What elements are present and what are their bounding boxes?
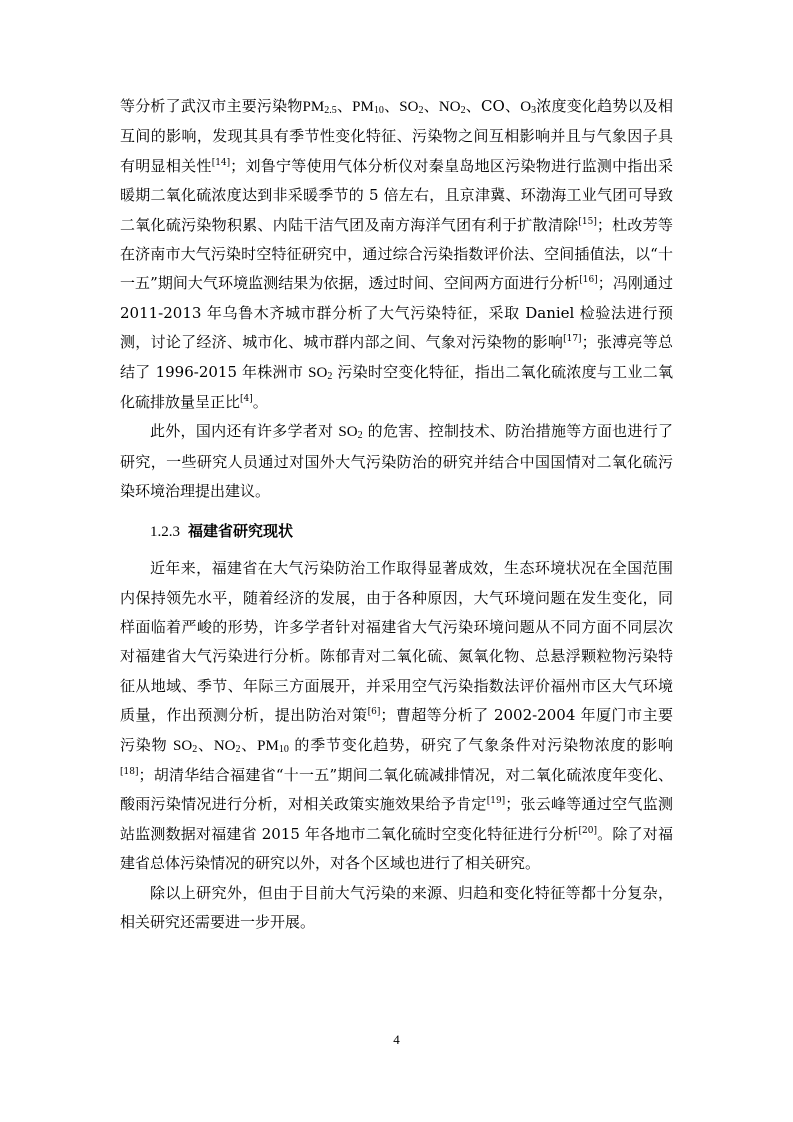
separator: 、 (240, 735, 258, 754)
subscript: 2 (192, 743, 198, 755)
no2-term (214, 738, 241, 754)
page-number: 4 (393, 1032, 400, 1047)
paragraph-1 (120, 92, 673, 417)
separator: 、CO、 (465, 97, 521, 115)
subscript: 2 (357, 430, 363, 442)
text-run: 此外，国内还有许多学者对 (150, 422, 339, 441)
citation-ref: [18] (120, 766, 139, 777)
term-base: SO (308, 364, 328, 381)
subscript: 3 (531, 105, 537, 116)
citation-ref: [16] (579, 275, 598, 286)
subscript: 2 (327, 370, 333, 382)
text-run: 的季节变化趋势，研究了气象条件对污染物浓度的影响 (288, 735, 673, 754)
separator: 、 (423, 97, 439, 115)
so2-term (399, 99, 423, 115)
citation-ref: [20] (578, 825, 597, 836)
subscript: 2.5 (324, 105, 337, 116)
text-run: 浓度变化趋势以及相互间的影响，发现其具有季节性变化特征、污染物之间互相影响并且与气象因子具有明显相关性 (120, 97, 673, 175)
separator: 、 (383, 97, 400, 115)
so2-term (338, 424, 362, 440)
text-run: ；刘鲁宁等使用气体分析仪对秦皇岛地区污染物进行监测中指出采暖期二氧化硫浓度达到非采暖季节的 5 倍左右，且京津冀、环渤海工业气团可导致二氧化硫污染物积累、内陆干洁气团及南方海洋气团有利于扩散清除 (120, 156, 673, 234)
term-base: PM (257, 737, 279, 754)
text-run: ；冯刚通过 2011-2013 年乌鲁木齐城市群分析了大气污染特征，采取 Daniel 检验法进行预测，讨论了经济、城市化、城市群内部之间、气象对污染物的影响 (120, 274, 673, 352)
subscript: 2 (460, 105, 466, 116)
so2-term (173, 738, 197, 754)
so2-term (308, 365, 332, 381)
paragraph-3 (120, 554, 673, 878)
text-run: 的危害、控制技术、防治措施等方面也进行了研究，一些研究人员通过对国外大气污染防治的研究并结合中国国情对二氧化硫污染环境治理提出建议。 (120, 422, 673, 501)
paragraph-4: 除以上研究外，但由于目前大气污染的来源、归趋和变化特征等都十分复杂，相关研究还需要进一步开展。 (120, 883, 673, 931)
subscript: 10 (373, 105, 384, 116)
pm10-term (352, 99, 384, 115)
text-run: ；曹超等分析了 2002-2004 年厦门市主要污染物 (120, 706, 673, 754)
text-run: ；胡清华结合福建省“十一五”期间二氧化硫减排情况，对二氧化硫浓度年变化、酸雨污染情况进行分析，对相关政策实施效果给予肯定 (120, 765, 673, 814)
pm25-term (303, 99, 337, 115)
term-base: NO (438, 99, 461, 115)
text-run: 近年来，福建省在大气污染防治工作取得显著成效，生态环境状况在全国范围内保持领先水平，随着经济的发展，由于各种原因，大气环境问题在发生变化，同样面临着严峻的形势，许多学者针对福建省大气污染环境问题从不同方面不同层次对福建省大气污染进行分析。陈郁青对二氧化硫、氮氧化物、总悬浮颗粒物污染特征从地域、季节、年际三方面展开，并采用空气污染指数法评价福州市区大气环境质量，作出预测分析，提出防治对策 (120, 559, 673, 725)
paragraph-2 (120, 417, 673, 506)
term-base: PM (302, 99, 325, 115)
no2-term (439, 99, 466, 115)
section-title: 福建省研究现状 (188, 521, 294, 540)
text-run: 。 (252, 393, 268, 412)
subscript: 2 (235, 743, 241, 755)
term-base: NO (213, 737, 236, 754)
term-base: SO (338, 424, 358, 441)
citation-ref: [19] (486, 796, 506, 807)
citation-ref: [17] (563, 334, 582, 345)
text-run: 等分析了武汉市主要污染物 (120, 97, 303, 115)
page-content (120, 92, 673, 937)
section-number: 1.2.3 (150, 523, 180, 540)
separator: 、 (197, 735, 214, 754)
term-base: O (520, 99, 532, 115)
citation-ref: [4] (240, 394, 253, 405)
citation-ref: [14] (211, 157, 231, 168)
text-run: ；杜改芳等在济南市大气污染时空特征研究中，通过综合污染指数评价法、空间插值法，以“十一五”期间大气环境监测结果为依据，透过时间、空间两方面进行分析 (120, 215, 673, 293)
text-run: 。除了对福建省总体污染情况的研究以外，对各个区域也进行了相关研究。 (120, 824, 673, 873)
citation-ref: [15] (578, 216, 597, 227)
term-base: PM (352, 99, 374, 115)
separator: 、 (336, 97, 353, 115)
subscript: 10 (278, 743, 289, 755)
citation-ref: [6] (367, 707, 381, 718)
o3-term (520, 99, 536, 115)
text-run: 污染时空变化特征，指出二氧化硫浓度与工业二氧化硫排放量呈正比 (120, 362, 673, 412)
text-run: ；张云峰等通过空气监测站监测数据对福建省 2015 年各地市二氧化硫时空变化特征进行分析 (120, 795, 673, 843)
section-heading (150, 517, 673, 547)
subscript: 2 (418, 105, 424, 116)
text-run: ；张溥亮等总结了 1996-2015 年株洲市 (120, 333, 673, 381)
term-base: SO (173, 737, 193, 754)
pm10-term (257, 738, 289, 754)
term-base: SO (399, 99, 419, 115)
